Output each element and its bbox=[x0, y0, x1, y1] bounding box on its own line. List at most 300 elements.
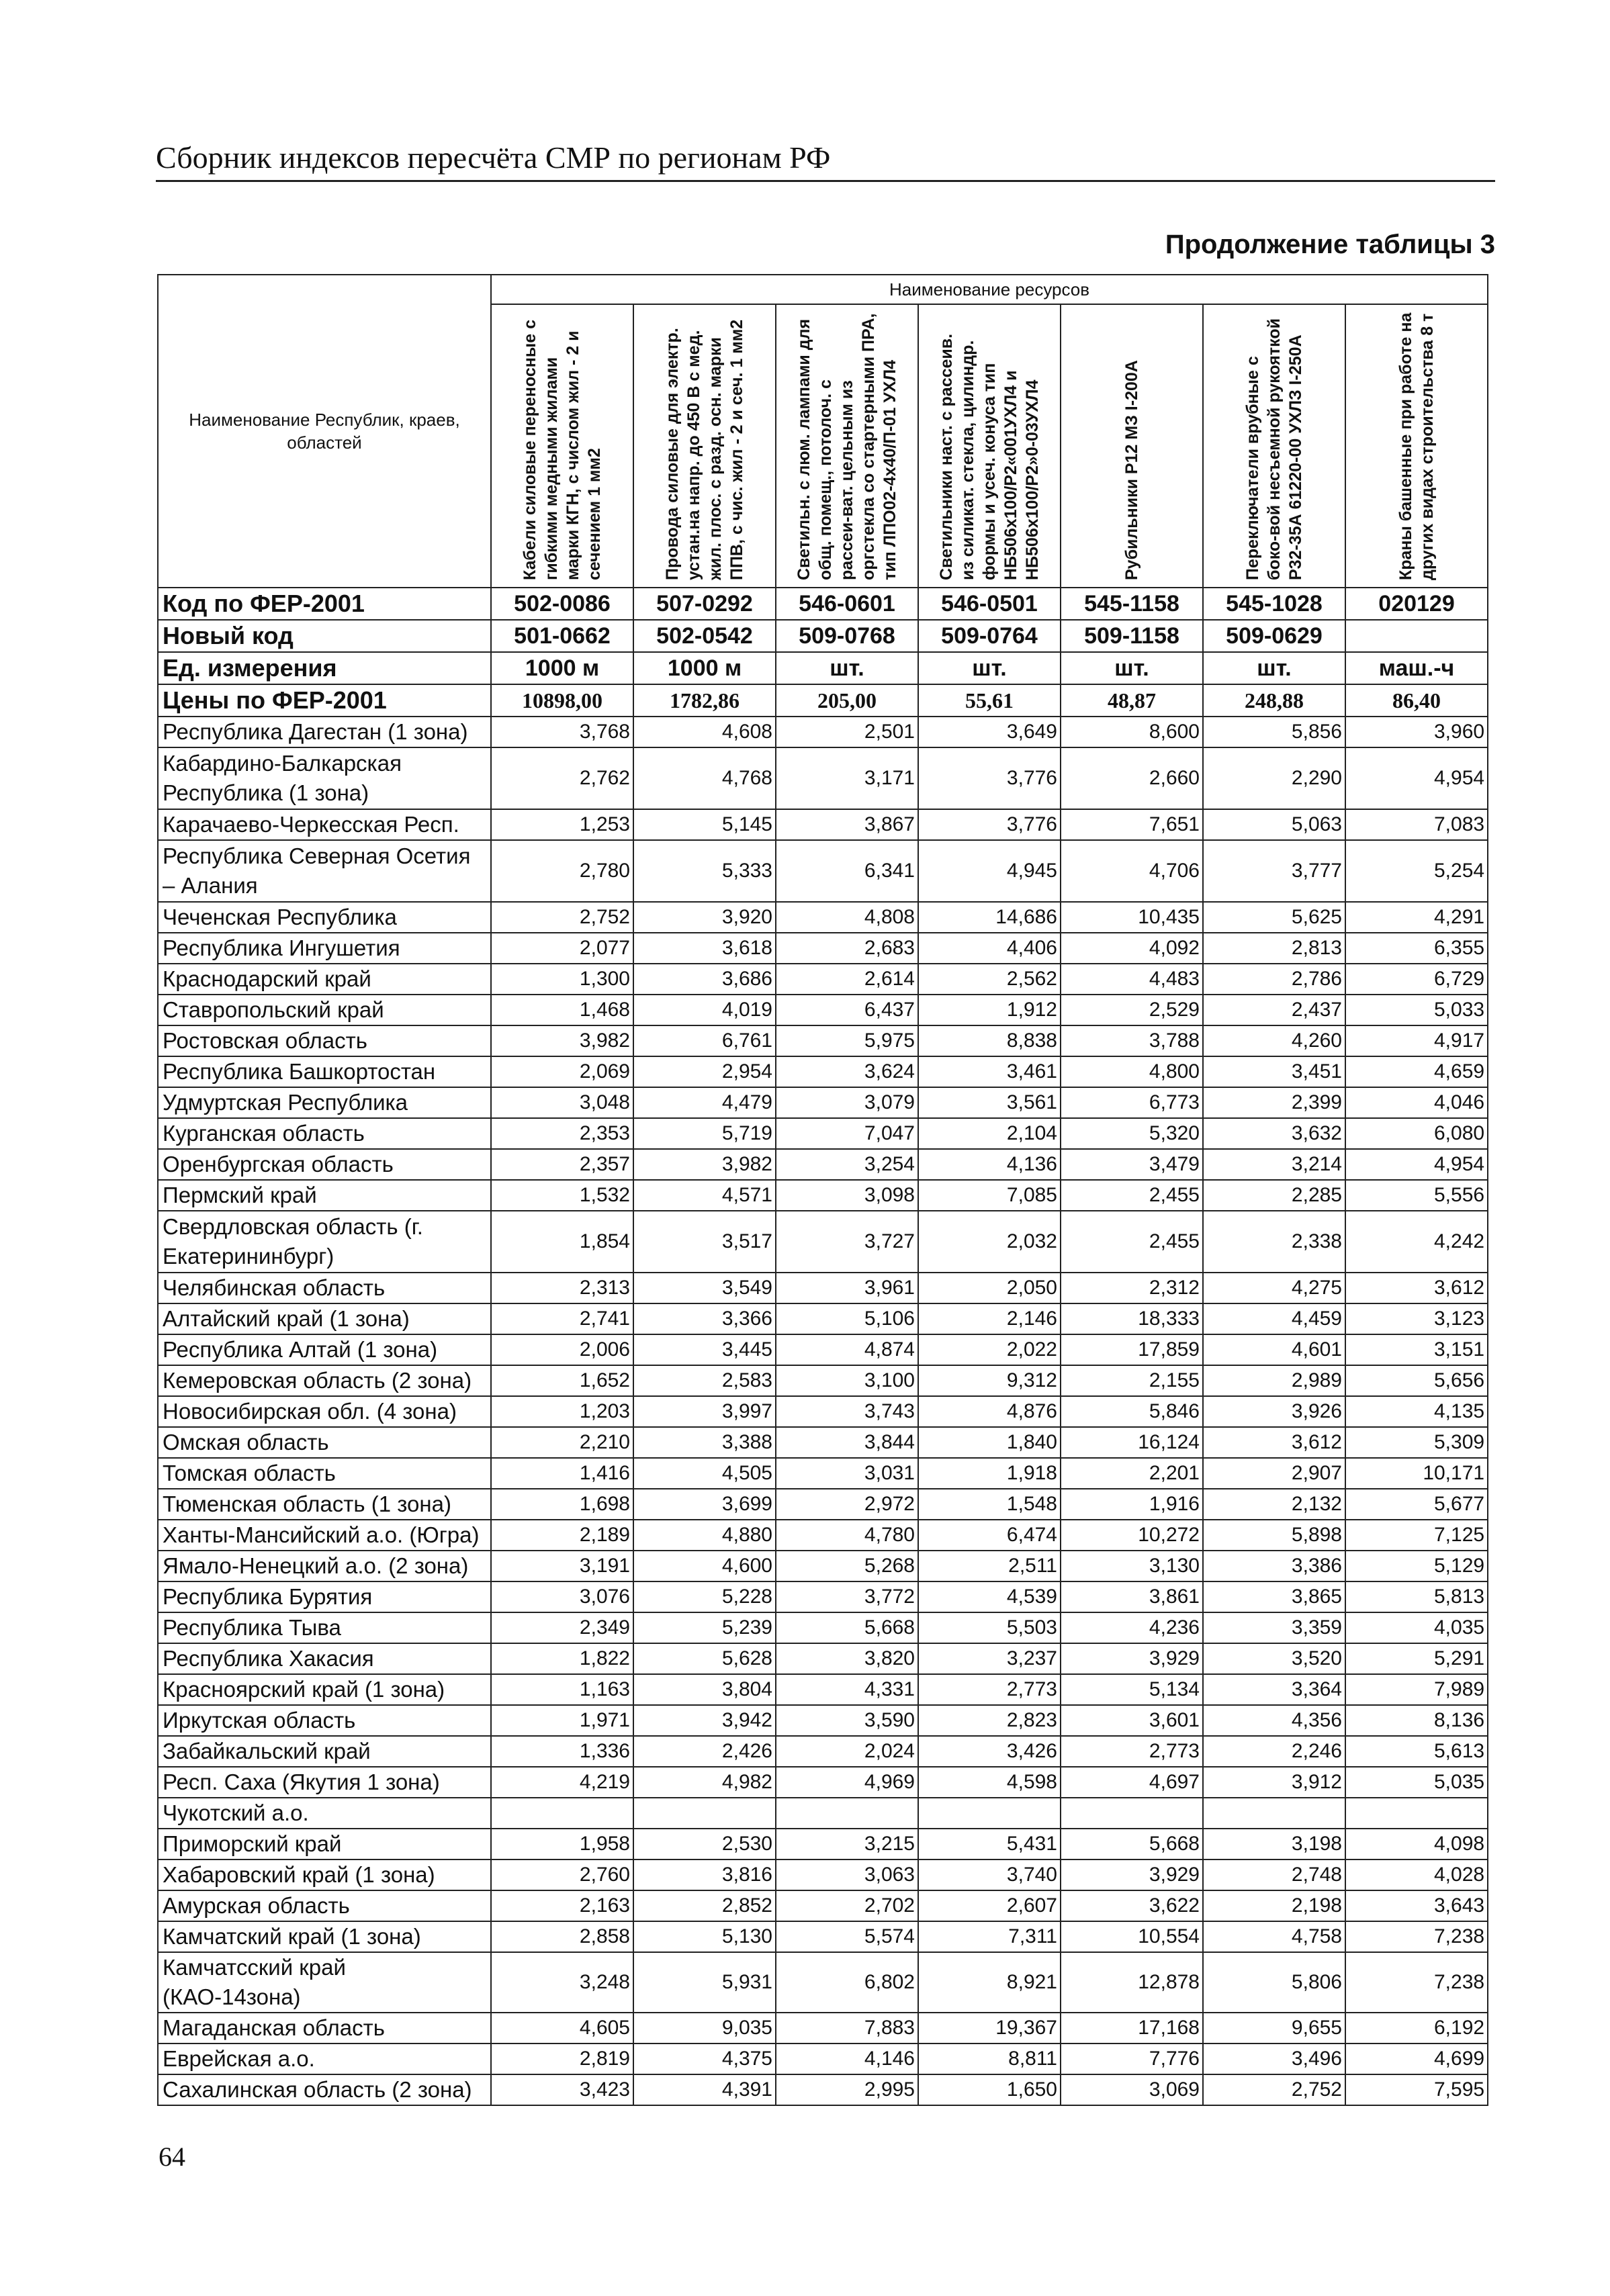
index-value: 2,146 bbox=[918, 1303, 1061, 1334]
index-value: 2,069 bbox=[491, 1056, 633, 1087]
region-name: Красноярский край (1 зона) bbox=[158, 1674, 491, 1705]
region-name: Свердловская область (г. Екатерининбург) bbox=[158, 1211, 491, 1273]
index-value: 8,600 bbox=[1061, 717, 1203, 747]
table-row bbox=[158, 1612, 1488, 1643]
region-name: Магаданская область bbox=[158, 2013, 491, 2044]
table-row bbox=[158, 1520, 1488, 1551]
table-row bbox=[158, 1736, 1488, 1767]
meta-cell: шт. bbox=[776, 652, 918, 684]
region-name: Республика Тыва bbox=[158, 1612, 491, 1643]
table-row bbox=[158, 1149, 1488, 1180]
index-value: 3,063 bbox=[776, 1859, 918, 1890]
index-value: 5,625 bbox=[1203, 902, 1345, 933]
index-value: 2,006 bbox=[491, 1334, 633, 1365]
index-value: 2,246 bbox=[1203, 1736, 1345, 1767]
index-value: 7,238 bbox=[1345, 1921, 1488, 1952]
index-value: 6,080 bbox=[1345, 1118, 1488, 1149]
page-number: 64 bbox=[159, 2142, 185, 2172]
index-value: 5,719 bbox=[633, 1118, 776, 1149]
index-value: 14,686 bbox=[918, 902, 1061, 933]
table-row bbox=[158, 1581, 1488, 1612]
meta-cell: 545-1158 bbox=[1061, 588, 1203, 620]
table-row bbox=[158, 747, 1488, 809]
table-row bbox=[158, 1890, 1488, 1921]
index-value: 3,865 bbox=[1203, 1581, 1345, 1612]
index-value: 3,982 bbox=[633, 1149, 776, 1180]
index-value: 8,136 bbox=[1345, 1705, 1488, 1736]
meta-cell: 509-0629 bbox=[1203, 620, 1345, 652]
index-value: 3,912 bbox=[1203, 1767, 1345, 1798]
index-value: 4,706 bbox=[1061, 840, 1203, 902]
meta-cell: 509-0768 bbox=[776, 620, 918, 652]
region-name: Республика Хакасия bbox=[158, 1643, 491, 1674]
meta-cell: 205,00 bbox=[776, 684, 918, 717]
index-value: 3,788 bbox=[1061, 1025, 1203, 1056]
index-value: 2,752 bbox=[491, 902, 633, 933]
index-value: 4,135 bbox=[1345, 1396, 1488, 1427]
index-value: 1,336 bbox=[491, 1736, 633, 1767]
meta-cell: 1782,86 bbox=[633, 684, 776, 717]
resource-name: Светильн. с люм. лампами для общ. помещ., потолоч. с рассеи-ват. цельным из оргстекла со стартерными ПРА, тип ЛПО02-4х40/П-01 УХЛ4 bbox=[795, 313, 899, 580]
resource-header-cell bbox=[491, 304, 633, 588]
meta-cell: 1000 м bbox=[491, 652, 633, 684]
meta-cell: 509-1158 bbox=[1061, 620, 1203, 652]
resource-name: Краны башенные при работе на других видах строительства 8 т bbox=[1396, 312, 1437, 580]
index-value: 1,854 bbox=[491, 1211, 633, 1273]
index-value: 3,100 bbox=[776, 1365, 918, 1396]
index-value: 2,501 bbox=[776, 717, 918, 747]
meta-cell: 020129 bbox=[1345, 588, 1488, 620]
region-name: Чеченская Республика bbox=[158, 902, 491, 933]
index-value: 3,816 bbox=[633, 1859, 776, 1890]
resource-header-cell bbox=[1203, 304, 1345, 588]
table-row bbox=[158, 2044, 1488, 2074]
region-column-header: Наименование Республик, краев, областей bbox=[158, 275, 491, 588]
index-value: 7,989 bbox=[1345, 1674, 1488, 1705]
index-value: 5,975 bbox=[776, 1025, 918, 1056]
index-value: 3,768 bbox=[491, 717, 633, 747]
index-value: 3,929 bbox=[1061, 1643, 1203, 1674]
table-row bbox=[158, 1643, 1488, 1674]
index-value: 3,191 bbox=[491, 1551, 633, 1581]
index-value: 4,917 bbox=[1345, 1025, 1488, 1056]
index-value: 2,583 bbox=[633, 1365, 776, 1396]
table-row bbox=[158, 1396, 1488, 1427]
meta-cell: 1000 м bbox=[633, 652, 776, 684]
index-value: 7,085 bbox=[918, 1180, 1061, 1211]
index-value: 3,549 bbox=[633, 1273, 776, 1303]
region-name: Республика Алтай (1 зона) bbox=[158, 1334, 491, 1365]
index-value: 2,312 bbox=[1061, 1273, 1203, 1303]
index-value: 3,031 bbox=[776, 1458, 918, 1489]
index-value: 3,632 bbox=[1203, 1118, 1345, 1149]
table-row bbox=[158, 1829, 1488, 1859]
index-value: 3,359 bbox=[1203, 1612, 1345, 1643]
index-value: 4,874 bbox=[776, 1334, 918, 1365]
index-value: 4,391 bbox=[633, 2074, 776, 2105]
region-name: Алтайский край (1 зона) bbox=[158, 1303, 491, 1334]
index-value: 2,683 bbox=[776, 933, 918, 964]
index-value: 4,479 bbox=[633, 1087, 776, 1118]
region-name: Хабаровский край (1 зона) bbox=[158, 1859, 491, 1890]
index-value: 3,248 bbox=[491, 1952, 633, 2013]
index-value: 5,309 bbox=[1345, 1427, 1488, 1458]
index-value: 3,561 bbox=[918, 1087, 1061, 1118]
table-row bbox=[158, 1859, 1488, 1890]
index-value: 2,338 bbox=[1203, 1211, 1345, 1273]
resources-header: Наименование ресурсов bbox=[491, 275, 1488, 304]
index-value: 7,776 bbox=[1061, 2044, 1203, 2074]
index-value: 3,123 bbox=[1345, 1303, 1488, 1334]
index-value: 3,461 bbox=[918, 1056, 1061, 1087]
table-row bbox=[158, 1551, 1488, 1581]
index-value: 2,455 bbox=[1061, 1211, 1203, 1273]
index-value bbox=[918, 1798, 1061, 1829]
index-value: 2,155 bbox=[1061, 1365, 1203, 1396]
table-row bbox=[158, 809, 1488, 840]
index-value: 3,151 bbox=[1345, 1334, 1488, 1365]
index-value: 1,971 bbox=[491, 1705, 633, 1736]
resource-header-cell bbox=[1061, 304, 1203, 588]
index-value: 3,069 bbox=[1061, 2074, 1203, 2105]
index-value: 3,804 bbox=[633, 1674, 776, 1705]
resource-name: Рубильники Р12 МЗ I-200А bbox=[1122, 360, 1141, 580]
meta-row bbox=[158, 588, 1488, 620]
index-value: 2,189 bbox=[491, 1520, 633, 1551]
index-value: 3,601 bbox=[1061, 1705, 1203, 1736]
region-name: Еврейская а.о. bbox=[158, 2044, 491, 2074]
index-value: 1,650 bbox=[918, 2074, 1061, 2105]
index-value: 5,129 bbox=[1345, 1551, 1488, 1581]
index-value: 10,435 bbox=[1061, 902, 1203, 933]
index-value: 3,451 bbox=[1203, 1056, 1345, 1087]
resource-header-cell bbox=[776, 304, 918, 588]
index-value: 5,228 bbox=[633, 1581, 776, 1612]
index-value: 3,364 bbox=[1203, 1674, 1345, 1705]
index-value: 4,028 bbox=[1345, 1859, 1488, 1890]
index-value: 2,032 bbox=[918, 1211, 1061, 1273]
index-value: 4,605 bbox=[491, 2013, 633, 2044]
index-value bbox=[633, 1798, 776, 1829]
index-value: 2,562 bbox=[918, 964, 1061, 995]
meta-cell: 546-0601 bbox=[776, 588, 918, 620]
region-name: Кемеровская область (2 зона) bbox=[158, 1365, 491, 1396]
index-value: 4,608 bbox=[633, 717, 776, 747]
resource-name: Переключатели врубные с боко-вой несъемной рукояткой Р32-35А 61220-00 УХЛЗ I-250А bbox=[1243, 318, 1305, 580]
meta-cell: 502-0542 bbox=[633, 620, 776, 652]
index-value: 1,840 bbox=[918, 1427, 1061, 1458]
table-row bbox=[158, 1056, 1488, 1087]
region-name: Ханты-Мансийский а.о. (Югра) bbox=[158, 1520, 491, 1551]
index-value: 4,356 bbox=[1203, 1705, 1345, 1736]
index-value: 5,503 bbox=[918, 1612, 1061, 1643]
index-value: 3,618 bbox=[633, 933, 776, 964]
index-value: 3,388 bbox=[633, 1427, 776, 1458]
index-value: 17,859 bbox=[1061, 1334, 1203, 1365]
index-value: 1,253 bbox=[491, 809, 633, 840]
index-value: 3,727 bbox=[776, 1211, 918, 1273]
meta-cell: 10898,00 bbox=[491, 684, 633, 717]
index-value: 3,612 bbox=[1345, 1273, 1488, 1303]
table-row bbox=[158, 1427, 1488, 1458]
index-value: 3,237 bbox=[918, 1643, 1061, 1674]
index-value: 3,426 bbox=[918, 1736, 1061, 1767]
meta-row-label: Цены по ФЕР-2001 bbox=[158, 684, 491, 717]
index-value: 8,838 bbox=[918, 1025, 1061, 1056]
index-value: 3,423 bbox=[491, 2074, 633, 2105]
meta-cell: 545-1028 bbox=[1203, 588, 1345, 620]
index-value: 4,291 bbox=[1345, 902, 1488, 933]
table-row bbox=[158, 1458, 1488, 1489]
index-value: 4,800 bbox=[1061, 1056, 1203, 1087]
index-value: 6,773 bbox=[1061, 1087, 1203, 1118]
index-value: 3,643 bbox=[1345, 1890, 1488, 1921]
index-value: 4,331 bbox=[776, 1674, 918, 1705]
index-value: 4,483 bbox=[1061, 964, 1203, 995]
index-value: 10,554 bbox=[1061, 1921, 1203, 1952]
index-value: 4,697 bbox=[1061, 1767, 1203, 1798]
meta-cell: 248,88 bbox=[1203, 684, 1345, 717]
continuation-title: Продолжение таблицы 3 bbox=[1165, 230, 1495, 259]
index-value: 3,386 bbox=[1203, 1551, 1345, 1581]
table-row bbox=[158, 717, 1488, 747]
index-value: 2,780 bbox=[491, 840, 633, 902]
index-value: 1,468 bbox=[491, 995, 633, 1025]
index-value: 3,649 bbox=[918, 717, 1061, 747]
index-value: 7,651 bbox=[1061, 809, 1203, 840]
index-value: 5,813 bbox=[1345, 1581, 1488, 1612]
table-row bbox=[158, 1365, 1488, 1396]
index-value: 2,426 bbox=[633, 1736, 776, 1767]
index-value: 3,624 bbox=[776, 1056, 918, 1087]
index-value: 7,047 bbox=[776, 1118, 918, 1149]
table-row bbox=[158, 2074, 1488, 2105]
index-value: 2,357 bbox=[491, 1149, 633, 1180]
index-value: 5,668 bbox=[1061, 1829, 1203, 1859]
index-value: 4,768 bbox=[633, 747, 776, 809]
index-value: 8,811 bbox=[918, 2044, 1061, 2074]
index-value bbox=[1061, 1798, 1203, 1829]
index-value: 5,239 bbox=[633, 1612, 776, 1643]
meta-cell: шт. bbox=[1203, 652, 1345, 684]
region-name: Камчатсский край (КАО-14зона) bbox=[158, 1952, 491, 2013]
index-value: 3,590 bbox=[776, 1705, 918, 1736]
index-value: 6,437 bbox=[776, 995, 918, 1025]
meta-row-label: Новый код bbox=[158, 620, 491, 652]
region-name: Оренбургская область bbox=[158, 1149, 491, 1180]
index-value: 3,612 bbox=[1203, 1427, 1345, 1458]
index-value: 1,652 bbox=[491, 1365, 633, 1396]
index-value: 3,076 bbox=[491, 1581, 633, 1612]
index-value: 2,530 bbox=[633, 1829, 776, 1859]
index-value: 3,079 bbox=[776, 1087, 918, 1118]
index-value: 2,511 bbox=[918, 1551, 1061, 1581]
index-value: 1,416 bbox=[491, 1458, 633, 1489]
region-name: Чукотский а.о. bbox=[158, 1798, 491, 1829]
index-value: 1,916 bbox=[1061, 1489, 1203, 1520]
index-value: 7,238 bbox=[1345, 1952, 1488, 2013]
resource-header-cell bbox=[918, 304, 1061, 588]
index-value bbox=[491, 1798, 633, 1829]
meta-cell: 507-0292 bbox=[633, 588, 776, 620]
index-value: 5,806 bbox=[1203, 1952, 1345, 2013]
index-value: 5,677 bbox=[1345, 1489, 1488, 1520]
index-value: 2,353 bbox=[491, 1118, 633, 1149]
index-value: 6,355 bbox=[1345, 933, 1488, 964]
meta-cell: 48,87 bbox=[1061, 684, 1203, 717]
index-value: 5,656 bbox=[1345, 1365, 1488, 1396]
index-value: 9,035 bbox=[633, 2013, 776, 2044]
resource-header-cell bbox=[633, 304, 776, 588]
region-name: Республика Северная Осетия – Алания bbox=[158, 840, 491, 902]
index-value: 3,820 bbox=[776, 1643, 918, 1674]
meta-cell: шт. bbox=[918, 652, 1061, 684]
meta-cell: шт. bbox=[1061, 652, 1203, 684]
index-value: 3,198 bbox=[1203, 1829, 1345, 1859]
index-value: 2,132 bbox=[1203, 1489, 1345, 1520]
index-value bbox=[1345, 1798, 1488, 1829]
index-value: 2,786 bbox=[1203, 964, 1345, 995]
index-value: 1,822 bbox=[491, 1643, 633, 1674]
index-value: 2,210 bbox=[491, 1427, 633, 1458]
region-name: Приморский край bbox=[158, 1829, 491, 1859]
index-value: 2,399 bbox=[1203, 1087, 1345, 1118]
index-value: 1,532 bbox=[491, 1180, 633, 1211]
index-value: 5,291 bbox=[1345, 1643, 1488, 1674]
index-value: 3,997 bbox=[633, 1396, 776, 1427]
index-value: 4,146 bbox=[776, 2044, 918, 2074]
index-value: 5,130 bbox=[633, 1921, 776, 1952]
region-name: Республика Ингушетия bbox=[158, 933, 491, 964]
meta-row bbox=[158, 652, 1488, 684]
index-value: 10,171 bbox=[1345, 1458, 1488, 1489]
index-value: 4,954 bbox=[1345, 1149, 1488, 1180]
index-value: 7,083 bbox=[1345, 809, 1488, 840]
region-name: Томская область bbox=[158, 1458, 491, 1489]
index-value: 4,659 bbox=[1345, 1056, 1488, 1087]
index-value: 3,686 bbox=[633, 964, 776, 995]
index-value: 5,333 bbox=[633, 840, 776, 902]
index-value: 2,290 bbox=[1203, 747, 1345, 809]
index-value: 4,699 bbox=[1345, 2044, 1488, 2074]
meta-cell: 86,40 bbox=[1345, 684, 1488, 717]
index-value: 3,254 bbox=[776, 1149, 918, 1180]
index-value: 5,898 bbox=[1203, 1520, 1345, 1551]
index-value: 1,203 bbox=[491, 1396, 633, 1427]
index-value: 3,479 bbox=[1061, 1149, 1203, 1180]
table-row bbox=[158, 1303, 1488, 1334]
index-value: 2,201 bbox=[1061, 1458, 1203, 1489]
index-value: 5,033 bbox=[1345, 995, 1488, 1025]
index-value: 5,063 bbox=[1203, 809, 1345, 840]
index-value: 3,960 bbox=[1345, 717, 1488, 747]
index-value: 2,852 bbox=[633, 1890, 776, 1921]
index-value: 9,312 bbox=[918, 1365, 1061, 1396]
index-value: 3,048 bbox=[491, 1087, 633, 1118]
index-value: 1,163 bbox=[491, 1674, 633, 1705]
table-row bbox=[158, 1952, 1488, 2013]
index-value: 3,961 bbox=[776, 1273, 918, 1303]
index-value: 3,926 bbox=[1203, 1396, 1345, 1427]
index-value: 5,145 bbox=[633, 809, 776, 840]
index-value: 4,601 bbox=[1203, 1334, 1345, 1365]
resource-header-cell bbox=[1345, 304, 1488, 588]
index-value: 2,819 bbox=[491, 2044, 633, 2074]
table-row bbox=[158, 1489, 1488, 1520]
index-value: 2,752 bbox=[1203, 2074, 1345, 2105]
index-value: 17,168 bbox=[1061, 2013, 1203, 2044]
index-value: 3,777 bbox=[1203, 840, 1345, 902]
index-value: 6,761 bbox=[633, 1025, 776, 1056]
index-value: 4,880 bbox=[633, 1520, 776, 1551]
region-name: Челябинская область bbox=[158, 1273, 491, 1303]
table-row bbox=[158, 1921, 1488, 1952]
index-value: 2,972 bbox=[776, 1489, 918, 1520]
index-value: 4,046 bbox=[1345, 1087, 1488, 1118]
index-value: 1,548 bbox=[918, 1489, 1061, 1520]
index-value: 6,474 bbox=[918, 1520, 1061, 1551]
index-value: 6,729 bbox=[1345, 964, 1488, 995]
index-value: 2,614 bbox=[776, 964, 918, 995]
meta-row-label: Ед. измерения bbox=[158, 652, 491, 684]
index-value: 2,907 bbox=[1203, 1458, 1345, 1489]
meta-cell: 502-0086 bbox=[491, 588, 633, 620]
index-value: 9,655 bbox=[1203, 2013, 1345, 2044]
index-value: 4,505 bbox=[633, 1458, 776, 1489]
index-value: 4,459 bbox=[1203, 1303, 1345, 1334]
index-value: 4,598 bbox=[918, 1767, 1061, 1798]
index-value: 19,367 bbox=[918, 2013, 1061, 2044]
index-value: 2,954 bbox=[633, 1056, 776, 1087]
index-value: 7,311 bbox=[918, 1921, 1061, 1952]
index-value: 4,982 bbox=[633, 1767, 776, 1798]
index-value: 4,098 bbox=[1345, 1829, 1488, 1859]
index-value: 4,969 bbox=[776, 1767, 918, 1798]
table-row bbox=[158, 1767, 1488, 1798]
index-value bbox=[776, 1798, 918, 1829]
index-value: 4,539 bbox=[918, 1581, 1061, 1612]
index-value: 3,844 bbox=[776, 1427, 918, 1458]
table-row bbox=[158, 933, 1488, 964]
region-index-table bbox=[157, 274, 1488, 2106]
index-value: 5,856 bbox=[1203, 717, 1345, 747]
index-value: 4,242 bbox=[1345, 1211, 1488, 1273]
index-value: 2,104 bbox=[918, 1118, 1061, 1149]
index-value: 4,406 bbox=[918, 933, 1061, 964]
table-row bbox=[158, 1180, 1488, 1211]
index-value: 10,272 bbox=[1061, 1520, 1203, 1551]
table-row bbox=[158, 1273, 1488, 1303]
index-value: 4,375 bbox=[633, 2044, 776, 2074]
header-rule bbox=[156, 180, 1495, 182]
index-value: 4,019 bbox=[633, 995, 776, 1025]
index-value: 2,773 bbox=[1061, 1736, 1203, 1767]
table-row bbox=[158, 840, 1488, 902]
index-value: 7,125 bbox=[1345, 1520, 1488, 1551]
table-row bbox=[158, 1211, 1488, 1273]
index-value: 5,628 bbox=[633, 1643, 776, 1674]
table-row bbox=[158, 1087, 1488, 1118]
region-name: Тюменская область (1 зона) bbox=[158, 1489, 491, 1520]
table-row bbox=[158, 964, 1488, 995]
table-row bbox=[158, 1705, 1488, 1736]
index-value: 2,313 bbox=[491, 1273, 633, 1303]
index-value: 3,520 bbox=[1203, 1643, 1345, 1674]
region-name: Кабардино-Балкарская Республика (1 зона) bbox=[158, 747, 491, 809]
index-value: 4,035 bbox=[1345, 1612, 1488, 1643]
index-value: 4,236 bbox=[1061, 1612, 1203, 1643]
index-value: 4,758 bbox=[1203, 1921, 1345, 1952]
